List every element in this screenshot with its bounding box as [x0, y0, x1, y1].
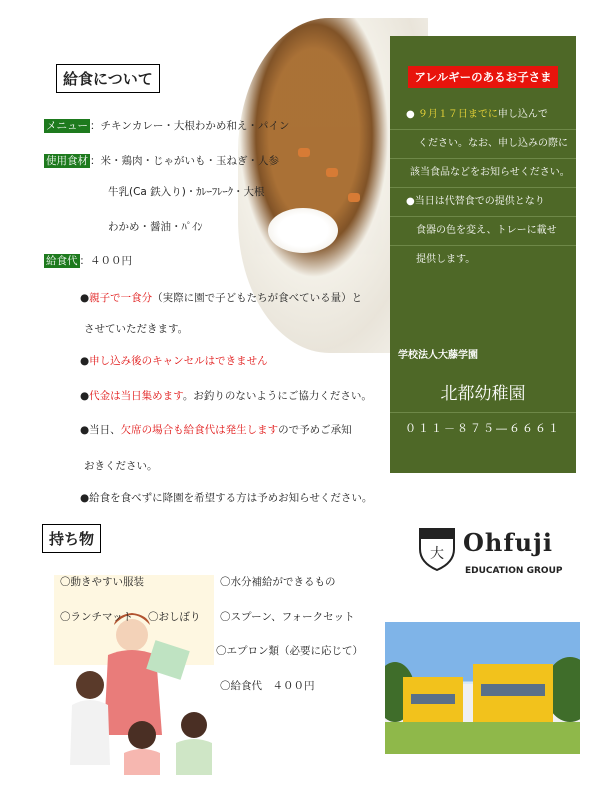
note-2: ●申し込み後のキャンセルはできません [80, 355, 268, 367]
allergy-panel [390, 36, 576, 473]
ingredients-line3: わかめ・醤油・ﾊﾟｲﾝ [108, 221, 203, 233]
allergy-line-4: ●当日は代替食での提供となり [390, 187, 576, 217]
note-3: ●代金は当日集めます。お釣りのないようにご協力ください。 [80, 390, 372, 402]
item-cutlery: 〇スプーン、フォークセット [220, 611, 355, 623]
item-apron: 〇エプロン類（必要に応じて） [216, 645, 363, 657]
note-4: ●当日、欠席の場合も給食代は発生しますので予めご承知 [80, 424, 352, 436]
crest-icon [418, 527, 456, 571]
ingredients-line2: 牛乳(Ca 鉄入り)・ｶﾚｰﾌﾚｰｸ・大根 [108, 186, 265, 198]
note-1-cont: させていただきます。 [84, 323, 189, 335]
allergy-line-5: 食器の色を変え、トレーに載せ [390, 216, 576, 246]
menu-value: ：チキンカレー・大根わかめ和え・パイン [90, 120, 290, 132]
menu-row [44, 118, 289, 133]
allergy-line-2: ください。なお、申し込みの際に [390, 129, 576, 159]
allergy-line-1: ● ９月１７日までに申し込んで [390, 100, 576, 130]
item-fee: 〇給食代 ４００円 [220, 680, 315, 692]
fee-label: 給食代 [46, 255, 78, 267]
item-lunch-mat: 〇ランチマット [60, 611, 134, 623]
ingredients-label: 使用食材 [46, 155, 88, 167]
svg-text:大: 大 [430, 546, 444, 562]
allergy-title: アレルギーのあるお子さま [408, 66, 558, 88]
item-drink: 〇水分補給ができるもの [220, 576, 336, 588]
note-5: ●給食を食べずに降園を希望する方は予めお知らせください。 [80, 492, 373, 504]
school-photo [385, 622, 580, 754]
lunch-heading: 給食について [56, 64, 160, 93]
ingredients-row [44, 153, 279, 168]
menu-label: メニュー [46, 120, 88, 132]
school-name: 北都幼稚園 [390, 376, 576, 413]
item-towel: 〇おしぼり [148, 611, 201, 623]
note-1-red: 親子で一食分 [89, 292, 153, 304]
allergy-line-3: 該当食品などをお知らせください。 [390, 158, 576, 188]
children-illustration [54, 575, 214, 775]
school-corp: 学校法人大藤学園 [398, 350, 478, 361]
fee-value: ：４００円 [79, 255, 132, 267]
logo-sub: EDUCATION GROUP [465, 566, 563, 576]
logo-name: Ohfuji [463, 528, 553, 557]
item-clothes: 〇動きやすい服装 [60, 576, 144, 588]
school-phone: ０１１－８７５―６６６１ [405, 422, 561, 435]
allergy-line-6: 提供します。 [416, 254, 476, 265]
note-1: ●親子で一食分（実際に園で子どもたちが食べている量）と [80, 292, 363, 304]
items-heading: 持ち物 [42, 524, 101, 553]
fee-row [44, 253, 132, 268]
note-4-cont: おきください。 [84, 460, 158, 472]
ingredients-line1: ：米・鶏肉・じゃがいも・玉ねぎ・人参 [90, 155, 279, 167]
